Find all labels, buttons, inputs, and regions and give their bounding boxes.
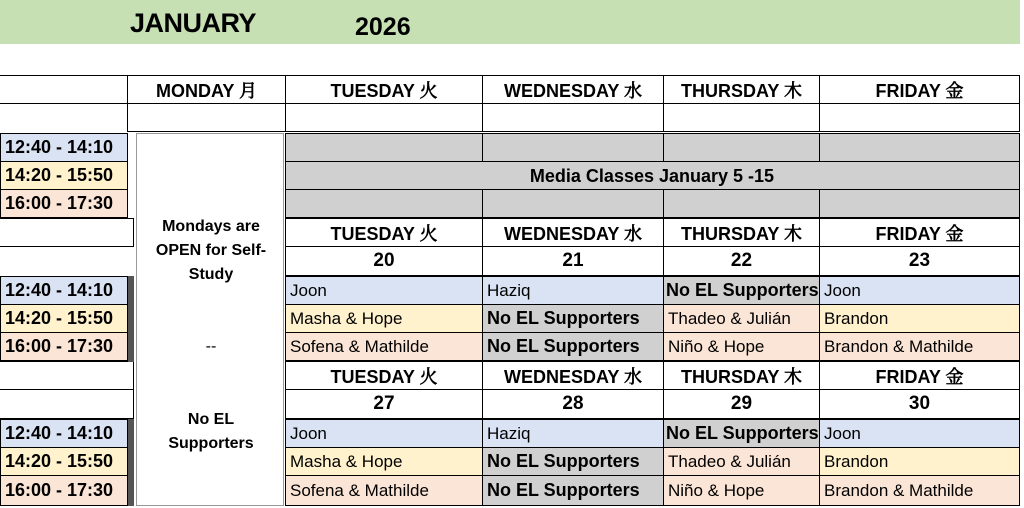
media-block: [663, 189, 820, 218]
date-cell: 21: [482, 246, 664, 276]
time-slot-3: 16:00 - 17:30: [0, 189, 128, 218]
date-cell: 29: [663, 389, 820, 419]
day-header-friday: FRIDAY 金: [819, 75, 1020, 104]
schedule-slot: Joon: [819, 276, 1020, 305]
date-cell: 28: [482, 389, 664, 419]
schedule-slot-unstaffed: No EL Supporters: [482, 447, 664, 476]
blank-header-cell: [0, 361, 134, 390]
media-block: [819, 189, 1020, 218]
schedule-slot: Joon: [285, 276, 483, 305]
media-block: [285, 133, 483, 162]
day-header-tuesday: TUESDAY 火: [285, 361, 483, 390]
monday-note-dash: --: [205, 338, 217, 355]
day-header-thursday: THURSDAY 木: [663, 361, 820, 390]
schedule-slot: Niño & Hope: [663, 332, 820, 361]
date-cell: 30: [819, 389, 1020, 419]
media-block: [482, 133, 664, 162]
time-slot-1: 12:40 - 14:10: [0, 419, 128, 448]
day-header-wednesday: WEDNESDAY 水: [482, 361, 664, 390]
blank-date-cell: [0, 389, 134, 419]
month-title: JANUARY: [130, 8, 257, 38]
schedule-slot-unstaffed: No EL Supporters: [482, 475, 664, 506]
media-classes-note: Media Classes January 5 -15: [529, 165, 775, 186]
time-slot-2: 14:20 - 15:50: [0, 304, 128, 333]
monday-open-panel: [136, 133, 284, 506]
time-slot-2: 14:20 - 15:50: [0, 447, 128, 476]
blank-header-cell: [0, 75, 128, 104]
date-cell: 23: [819, 246, 1020, 276]
schedule-slot: Brandon: [819, 304, 1020, 333]
time-slot-3: 16:00 - 17:30: [0, 475, 128, 506]
time-slot-1: 12:40 - 14:10: [0, 133, 128, 162]
day-header-thursday: THURSDAY 木: [663, 218, 820, 247]
schedule-slot-unstaffed: No EL Supporters: [482, 304, 664, 333]
year-title: 2026: [355, 13, 411, 41]
monday-note-line: Study: [188, 266, 234, 283]
monday-note-line: Mondays are: [162, 218, 260, 235]
schedule-slot: Thadeo & Julián: [663, 304, 820, 333]
day-header-wednesday: WEDNESDAY 水: [482, 218, 664, 247]
monday-note-line: No EL: [187, 411, 235, 428]
schedule-slot: Brandon: [819, 447, 1020, 476]
day-header-wednesday: WEDNESDAY 水: [482, 75, 664, 104]
empty-cell: [127, 103, 286, 132]
schedule-slot: Masha & Hope: [285, 447, 483, 476]
empty-cell: [482, 103, 664, 132]
empty-cell: [819, 103, 1020, 132]
schedule-slot: Sofena & Mathilde: [285, 332, 483, 361]
blank-header-cell: [0, 218, 134, 247]
media-block: [482, 189, 664, 218]
schedule-slot: Haziq: [482, 276, 664, 305]
date-cell: 20: [285, 246, 483, 276]
schedule-slot: Joon: [819, 419, 1020, 448]
media-block: [819, 133, 1020, 162]
column-separator: [128, 419, 134, 506]
schedule-slot: Haziq: [482, 419, 664, 448]
empty-cell: [663, 103, 820, 132]
schedule-slot: Thadeo & Julián: [663, 447, 820, 476]
schedule-slot-unstaffed: No EL Supporters: [482, 332, 664, 361]
day-header-friday: FRIDAY 金: [819, 218, 1020, 247]
column-separator: [128, 276, 134, 362]
time-slot-3: 16:00 - 17:30: [0, 332, 128, 361]
media-block: [663, 133, 820, 162]
day-header-friday: FRIDAY 金: [819, 361, 1020, 390]
empty-cell: [285, 103, 483, 132]
schedule-slot-unstaffed: No EL Supporters: [663, 276, 820, 305]
monday-note-line: Supporters: [168, 435, 254, 452]
date-cell: 27: [285, 389, 483, 419]
time-slot-1: 12:40 - 14:10: [0, 276, 128, 305]
schedule-slot: Masha & Hope: [285, 304, 483, 333]
schedule-slot: Joon: [285, 419, 483, 448]
schedule-slot-unstaffed: No EL Supporters: [663, 419, 820, 448]
schedule-slot: Brandon & Mathilde: [819, 475, 1020, 506]
schedule-slot: Sofena & Mathilde: [285, 475, 483, 506]
media-block: [285, 189, 483, 218]
day-header-thursday: THURSDAY 木: [663, 75, 820, 104]
day-header-tuesday: TUESDAY 火: [285, 75, 483, 104]
schedule-slot: Brandon & Mathilde: [819, 332, 1020, 361]
day-header-tuesday: TUESDAY 火: [285, 218, 483, 247]
time-slot-2: 14:20 - 15:50: [0, 161, 128, 190]
schedule-slot: Niño & Hope: [663, 475, 820, 506]
date-cell: 22: [663, 246, 820, 276]
day-header-monday: MONDAY 月: [127, 75, 286, 104]
monday-note-line: OPEN for Self-: [155, 242, 267, 259]
